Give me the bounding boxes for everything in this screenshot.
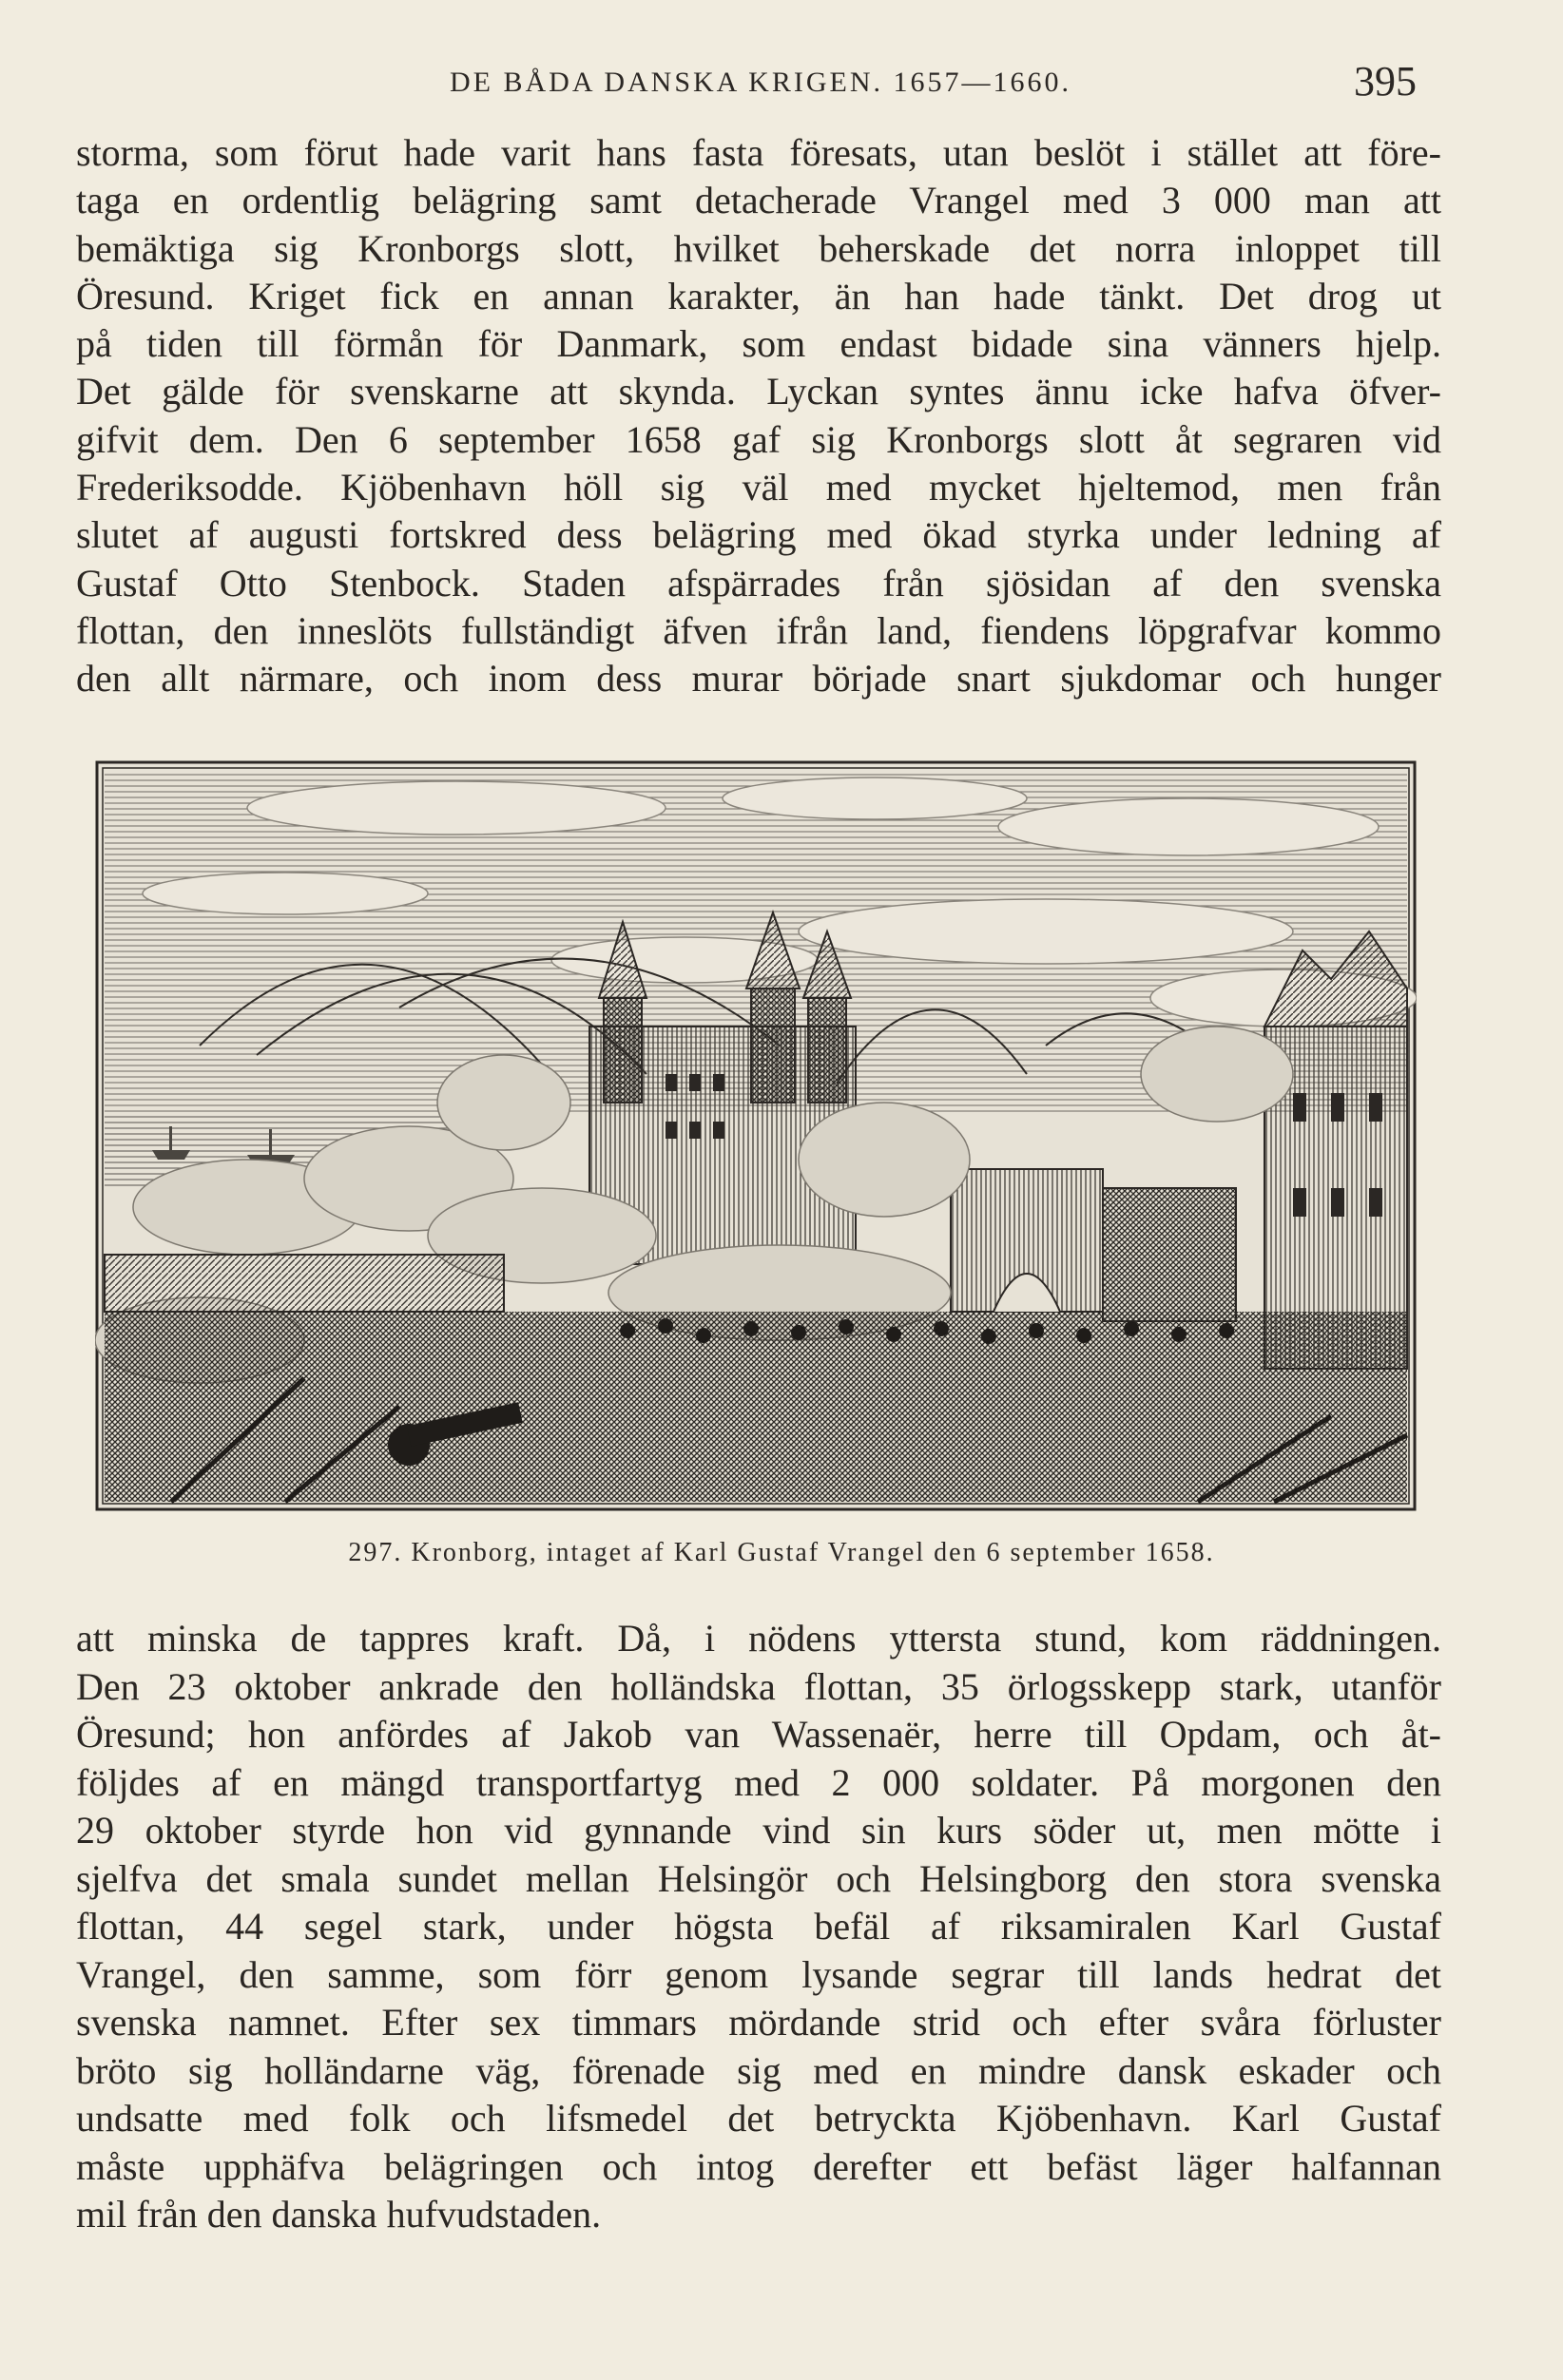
running-head <box>76 57 1445 114</box>
paragraph-2 <box>76 1615 1441 2239</box>
text-line: gifvit dem. Den 6 september 1658 gaf sig Kronborgs slott åt segraren vid <box>76 417 1441 461</box>
text-line: Öresund. Kriget fick en annan karakter, än han hade tänkt. Det drog ut <box>76 274 1441 317</box>
text-line: Vrangel, den samme, som förr genom lysande segrar till lands hedrat det <box>76 1952 1441 1996</box>
running-head-title: DE BÅDA DANSKA KRIGEN. 1657—1660. <box>449 67 1071 98</box>
text-line: den allt närmare, och inom dess murar började snart sjukdomar och hunger <box>76 657 1441 701</box>
text-line: flottan, 44 segel stark, under högsta befäl af riksamiralen Karl Gustaf <box>76 1905 1441 1948</box>
text-line: flottan, den inneslöts fullständigt äfven ifrån land, fiendens löpgrafvar kommo <box>76 608 1441 652</box>
text-line: Gustaf Otto Stenbock. Staden afspärrades från sjösidan af den svenska <box>76 561 1441 605</box>
text-line: slutet af augusti fortskred dess belägring med ökad styrka under ledning af <box>76 513 1441 557</box>
text-line: storma, som förut hade varit hans fasta föresats, utan beslöt i stället att före- <box>76 131 1441 174</box>
text-line: måste upphäfva belägringen och intog derefter ett befäst läger halfannan <box>76 2144 1441 2188</box>
text-line: bemäktiga sig Kronborgs slott, hvilket beherskade det norra inloppet till <box>76 226 1441 270</box>
text-line: Den 23 oktober ankrade den holländska flottan, 35 örlogsskepp stark, utanför <box>76 1664 1441 1708</box>
text-line: mil från den danska hufvudstaden. <box>76 2193 602 2236</box>
text-line: på tiden till förmån för Danmark, som endast bidade sina vänners hjelp. <box>76 322 1441 366</box>
figure-caption: 297. Kronborg, intaget af Karl Gustaf Vrangel den 6 september 1658. <box>348 1538 1215 1567</box>
text-line: Det gälde för svenskarne att skynda. Lyckan syntes ännu icke hafva öfver- <box>76 370 1441 413</box>
text-line: följdes af en mängd transportfartyg med 2 000 soldater. På morgonen den <box>76 1760 1441 1804</box>
text-line: Öresund; hon anfördes af Jakob van Wassenaër, herre till Opdam, och åt- <box>76 1713 1441 1756</box>
text-line: undsatte med folk och lifsmedel det betryckta Kjöbenhavn. Karl Gustaf <box>76 2097 1441 2140</box>
page-number: 395 <box>1354 58 1417 105</box>
text-line: svenska namnet. Efter sex timmars mördande strid och efter svåra förluster <box>76 2001 1441 2044</box>
text-line: Frederiksodde. Kjöbenhavn höll sig väl med mycket hjeltemod, men från <box>76 466 1441 509</box>
text-line: att minska de tappres kraft. Då, i nödens yttersta stund, kom räddningen. <box>76 1617 1441 1660</box>
paragraph-1 <box>76 129 1441 703</box>
text-line: bröto sig holländarne väg, förenade sig med en mindre dansk eskader och <box>76 2048 1441 2092</box>
engraving-illustration <box>95 760 1417 1511</box>
text-line: 29 oktober styrde hon vid gynnande vind sin kurs söder ut, men mötte i <box>76 1809 1441 1852</box>
text-line: taga en ordentlig belägring samt detacherade Vrangel med 3 000 man att <box>76 179 1441 222</box>
text-line: sjelfva det smala sundet mellan Helsingör och Helsingborg den stora svenska <box>76 1856 1441 1900</box>
engraving-kronborg <box>95 760 1417 1511</box>
